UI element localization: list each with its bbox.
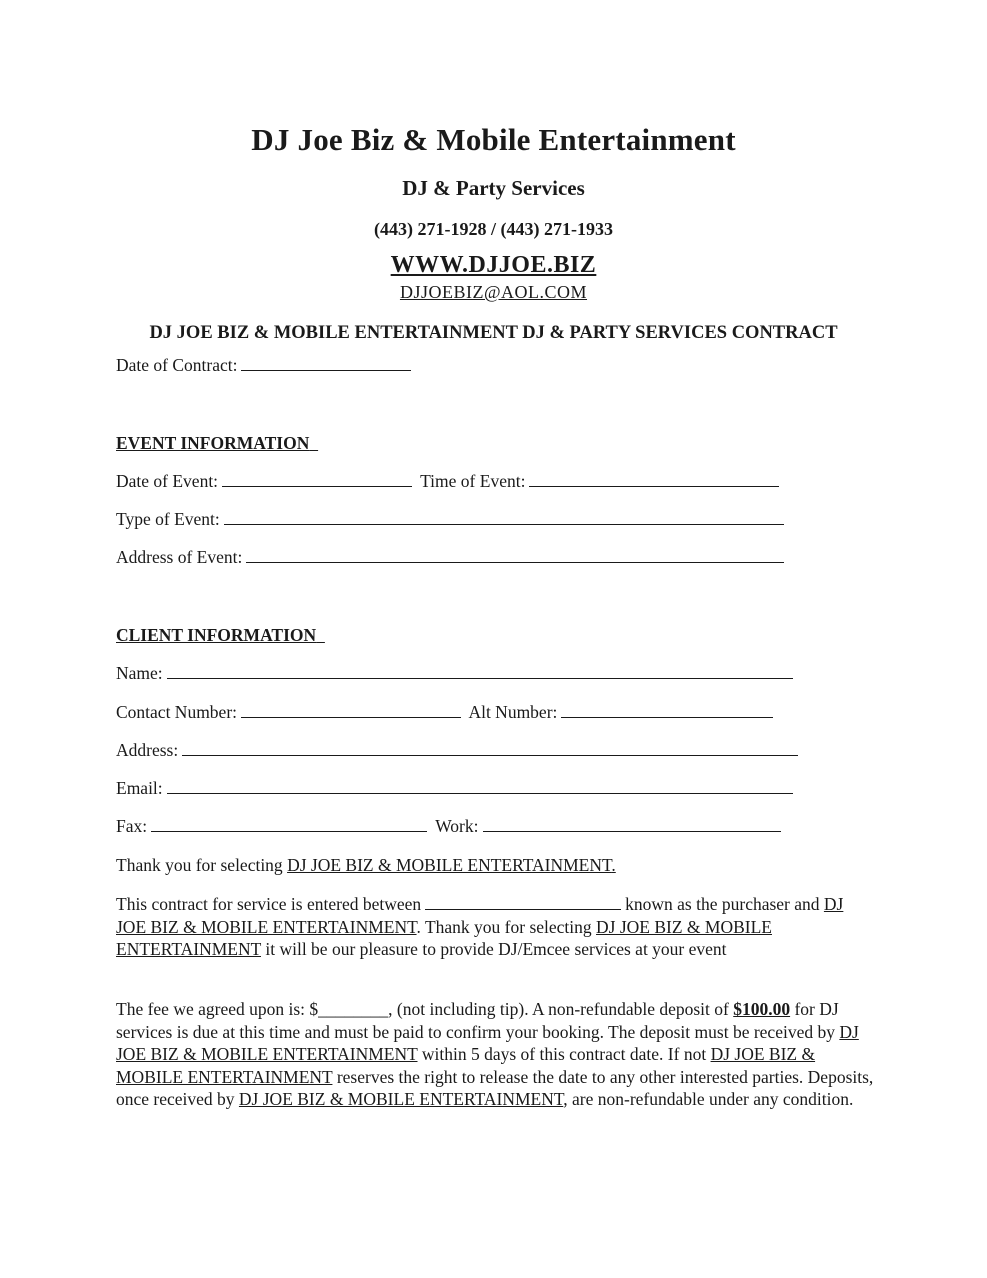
phone-numbers: (443) 271-1928 / (443) 271-1933 [374, 219, 613, 239]
client-name-field[interactable] [167, 664, 793, 679]
company-name-ref: DJ JOE BIZ & MOBILE ENTERTAINMENT [116, 916, 772, 959]
thanks-period: . [611, 855, 616, 875]
client-fax-work-row [116, 815, 785, 837]
p1-text-b: known as the purchaser and [625, 894, 820, 914]
website-link[interactable]: WWW.DJJOE.BIZ [390, 252, 597, 278]
event-type-field[interactable] [224, 510, 784, 525]
event-address-label: Address of Event: [116, 547, 243, 567]
p2-text-a: The fee we agreed upon is: $________, (not including tip). A non-refundable deposit of [116, 999, 729, 1019]
company-name-ref: DJ JOE BIZ & MOBILE ENTERTAINMENT [116, 894, 844, 937]
event-info-heading [116, 432, 318, 454]
thanks-text: Thank you for selecting [116, 855, 283, 875]
company-subtitle: DJ & Party Services [402, 176, 585, 200]
p2-text-e: , are non-refundable under any condition. [563, 1089, 854, 1109]
work-field[interactable] [483, 817, 781, 832]
contact-number-label: Contact Number: [116, 702, 238, 722]
p2-text-c: within 5 days of this contract date. If not [421, 1044, 707, 1064]
deposit-amount: $100.00 [733, 999, 791, 1019]
contact-number-field[interactable] [241, 703, 461, 718]
contract-title: DJ JOE BIZ & MOBILE ENTERTAINMENT DJ & PARTY SERVICES CONTRACT [149, 323, 838, 343]
client-email-row [116, 777, 797, 799]
p2-text-d: reserves the right to release the date to any other interested parties. Deposits, once received by [116, 1066, 874, 1109]
company-name-ref: DJ JOE BIZ & MOBILE ENTERTAINMENT [116, 1021, 859, 1064]
client-address-label: Address: [116, 740, 179, 760]
event-type-label: Type of Event: [116, 509, 220, 529]
p2-text-b: for DJ services is due at this time and must be paid to confirm your booking. The deposit must be received by [116, 999, 839, 1042]
event-address-field[interactable] [246, 548, 784, 563]
p1-text-a: This contract for service is entered between [116, 894, 422, 914]
client-name-label: Name: [116, 663, 163, 683]
event-time-label: Time of Event: [420, 471, 526, 491]
p1-text-c: . Thank you for selecting [416, 916, 592, 937]
company-name-ref: DJ JOE BIZ & MOBILE ENTERTAINMENT [238, 1089, 564, 1109]
contract-date-label: Date of Contract: [116, 355, 238, 375]
p1-text-d: it will be our pleasure to provide DJ/Emcee services at your event [265, 939, 727, 959]
client-email-field[interactable] [167, 779, 793, 794]
fax-field[interactable] [151, 817, 427, 832]
client-name-row [116, 662, 797, 684]
event-address-row [116, 546, 788, 568]
alt-number-field[interactable] [561, 703, 773, 718]
client-address-row [116, 739, 802, 761]
email-link[interactable]: DJJOEBIZ@AOL.COM [399, 282, 588, 302]
thanks-line [116, 854, 616, 876]
fee-paragraph [116, 998, 876, 1111]
event-type-row [116, 508, 788, 530]
company-name-ref: DJ JOE BIZ & MOBILE ENTERTAINMENT [287, 855, 612, 875]
client-address-field[interactable] [182, 741, 798, 756]
event-date-time-row [116, 470, 783, 492]
client-info-heading-text: CLIENT INFORMATION [116, 625, 317, 645]
fax-label: Fax: [116, 816, 148, 836]
company-name-ref: DJ JOE BIZ & MOBILE ENTERTAINMENT [116, 1044, 816, 1087]
company-title: DJ Joe Biz & Mobile Entertainment [251, 122, 736, 157]
contract-date-field[interactable] [241, 356, 411, 371]
purchaser-field[interactable] [425, 895, 621, 910]
event-date-field[interactable] [222, 472, 412, 487]
client-contact-row [116, 701, 777, 723]
event-date-label: Date of Event: [116, 471, 219, 491]
event-time-field[interactable] [529, 472, 779, 487]
work-label: Work: [435, 816, 479, 836]
contract-date-row [116, 354, 415, 376]
client-email-label: Email: [116, 778, 163, 798]
client-info-heading [116, 624, 325, 646]
event-info-heading-text: EVENT INFORMATION [116, 433, 310, 453]
alt-number-label: Alt Number: [468, 702, 558, 722]
service-paragraph [116, 893, 876, 961]
